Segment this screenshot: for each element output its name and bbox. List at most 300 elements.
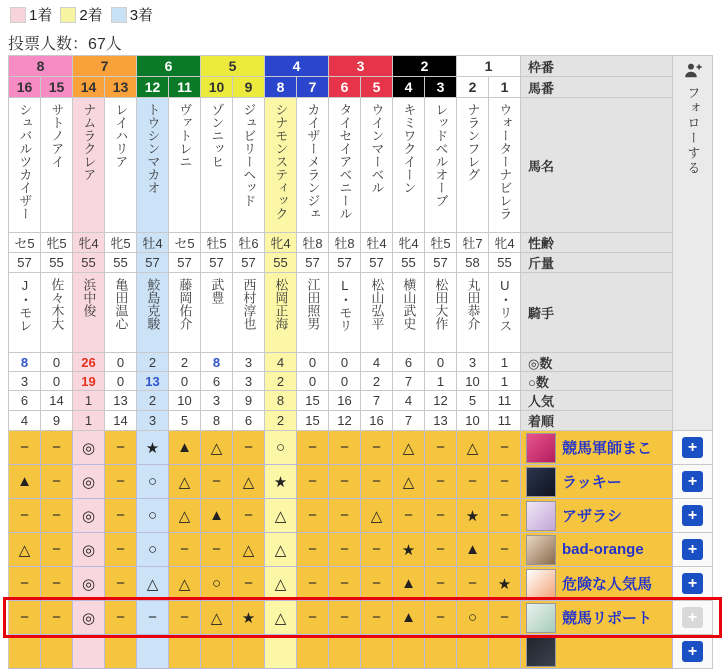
legend-label: 3着: [129, 7, 154, 24]
weight-row-cell: 55: [265, 253, 297, 273]
result-legend: [10, 4, 161, 25]
prediction-mark-cell: −: [425, 567, 457, 601]
prediction-mark-cell: △: [393, 465, 425, 499]
prediction-mark-cell: −: [105, 499, 137, 533]
horse-name-cell[interactable]: [9, 98, 41, 233]
second-count-row-cell: 2: [265, 372, 297, 391]
horse-name: レイハリア: [113, 103, 129, 168]
horse-name: キミワクイーン: [401, 103, 417, 194]
prediction-mark-cell: [425, 635, 457, 669]
sex-age-row-cell: 牡6: [233, 233, 265, 253]
weight-row-cell: 57: [137, 253, 169, 273]
prediction-mark-cell: △: [169, 567, 201, 601]
frame-row: [9, 56, 713, 77]
popularity-row: [9, 391, 713, 411]
prediction-mark-cell: −: [41, 533, 73, 567]
prediction-mark-cell: −: [9, 431, 41, 465]
horse-name-cell[interactable]: [137, 98, 169, 233]
jockey-cell[interactable]: [233, 273, 265, 353]
finish-row-cell: 10: [457, 411, 489, 431]
prediction-mark-cell: △: [233, 465, 265, 499]
weight-row: [9, 253, 713, 273]
jockey-cell[interactable]: [73, 273, 105, 353]
sex-age-row: [9, 233, 713, 253]
popularity-row-cell: 10: [169, 391, 201, 411]
prediction-mark-cell: △: [265, 533, 297, 567]
horse-name: ヴァトレニ: [177, 103, 193, 168]
prediction-mark-cell: ★: [233, 601, 265, 635]
horse-name: ウォーターナビレラ: [497, 103, 513, 220]
user-cell: [521, 635, 673, 669]
prediction-mark-cell: ○: [137, 533, 169, 567]
row-label: 枠番: [521, 56, 673, 77]
finish-row-cell: 13: [425, 411, 457, 431]
row-label: 馬番: [521, 77, 673, 98]
prediction-mark-cell: −: [489, 601, 521, 635]
prediction-mark-cell: △: [233, 533, 265, 567]
prediction-mark-cell: −: [9, 499, 41, 533]
second-count-row-cell: 3: [233, 372, 265, 391]
user-avatar: [526, 603, 556, 633]
popularity-row-cell: 11: [489, 391, 521, 411]
first-count-row-cell: 3: [233, 353, 265, 372]
prediction-mark-cell: −: [41, 567, 73, 601]
first-count-row-cell: 8: [9, 353, 41, 372]
prediction-mark-cell: −: [233, 431, 265, 465]
first-count-row-cell: 0: [329, 353, 361, 372]
legend-item: [10, 4, 52, 25]
horse-name: カイザーメランジェ: [305, 103, 321, 220]
prediction-mark-cell: −: [297, 499, 329, 533]
follow-cell: [673, 601, 713, 635]
second-count-row-cell: 1: [489, 372, 521, 391]
horse-name: シュバルツカイザー: [17, 103, 33, 220]
jockey-name: U・リス: [497, 278, 513, 332]
prediction-mark-cell: △: [169, 465, 201, 499]
finish-row-cell: 15: [297, 411, 329, 431]
row-label: 人気: [521, 391, 673, 411]
second-count-row-cell: 19: [73, 372, 105, 391]
finish-row-cell: 2: [265, 411, 297, 431]
prediction-mark-cell: −: [425, 601, 457, 635]
jockey-cell[interactable]: [393, 273, 425, 353]
row-label: 着順: [521, 411, 673, 431]
prediction-mark-cell: −: [489, 533, 521, 567]
sex-age-row-cell: 牡8: [297, 233, 329, 253]
follow-button[interactable]: +: [682, 539, 703, 560]
horse-number-cell: 1: [489, 77, 521, 98]
prediction-mark-cell: −: [489, 431, 521, 465]
popularity-row-cell: 13: [105, 391, 137, 411]
horse-name-cell[interactable]: [169, 98, 201, 233]
prediction-mark-cell: △: [169, 499, 201, 533]
weight-row-cell: 57: [9, 253, 41, 273]
finish-row-cell: 16: [361, 411, 393, 431]
finish-row-cell: 7: [393, 411, 425, 431]
second-count-row-cell: 13: [137, 372, 169, 391]
first-count-row-cell: 0: [297, 353, 329, 372]
prediction-mark-cell: [361, 635, 393, 669]
prediction-mark-cell: [41, 635, 73, 669]
jockey-cell[interactable]: [329, 273, 361, 353]
weight-row-cell: 55: [41, 253, 73, 273]
horse-name: ナランフレグ: [465, 103, 481, 181]
prediction-mark-cell: −: [105, 431, 137, 465]
jockey-name: 浜中俊: [81, 278, 97, 317]
prediction-mark-cell: △: [201, 431, 233, 465]
first-count-row-cell: 2: [169, 353, 201, 372]
first-count-row-cell: 2: [137, 353, 169, 372]
horse-name: タイセイアベニール: [337, 103, 353, 220]
finish-row: [9, 411, 713, 431]
prediction-mark-cell: −: [297, 431, 329, 465]
sex-age-row-cell: 牝5: [41, 233, 73, 253]
first-count-row-cell: 26: [73, 353, 105, 372]
popularity-row-cell: 12: [425, 391, 457, 411]
prediction-mark-cell: ◎: [73, 431, 105, 465]
prediction-mark-cell: −: [233, 499, 265, 533]
prediction-mark-cell: ○: [137, 499, 169, 533]
finish-row-cell: 6: [233, 411, 265, 431]
user-name-link[interactable]: アザラシ: [562, 508, 623, 525]
prediction-mark-cell: [489, 635, 521, 669]
prediction-mark-cell: −: [9, 601, 41, 635]
jockey-cell[interactable]: [9, 273, 41, 353]
first-count-row: [9, 353, 713, 372]
horse-number-cell: 4: [393, 77, 425, 98]
prediction-mark-cell: −: [9, 567, 41, 601]
horse-number-cell: 6: [329, 77, 361, 98]
sex-age-row-cell: 牝4: [393, 233, 425, 253]
horse-number-cell: 12: [137, 77, 169, 98]
prediction-mark-cell: ★: [489, 567, 521, 601]
jockey-cell[interactable]: [201, 273, 233, 353]
prediction-mark-cell: −: [329, 567, 361, 601]
prediction-mark-cell: [9, 635, 41, 669]
frame-cell: 3: [329, 56, 393, 77]
prediction-mark-cell: [201, 635, 233, 669]
user-avatar: [526, 501, 556, 531]
horse-number-cell: 11: [169, 77, 201, 98]
prediction-mark-cell: −: [297, 567, 329, 601]
horse-number-cell: 8: [265, 77, 297, 98]
finish-row-cell: 8: [201, 411, 233, 431]
popularity-row-cell: 15: [297, 391, 329, 411]
follow-button[interactable]: +: [682, 641, 703, 662]
sex-age-row-cell: 牝4: [489, 233, 521, 253]
weight-row-cell: 57: [361, 253, 393, 273]
frame-cell: 4: [265, 56, 329, 77]
second-count-row-cell: 0: [105, 372, 137, 391]
prediction-mark-cell: −: [41, 499, 73, 533]
frame-cell: 2: [393, 56, 457, 77]
horse-name-cell[interactable]: [489, 98, 521, 233]
second-count-row-cell: 7: [393, 372, 425, 391]
jockey-name: L・モリ: [337, 278, 353, 332]
horse-number-cell: 13: [105, 77, 137, 98]
follow-cell: [673, 533, 713, 567]
legend-item: [111, 4, 153, 25]
horse-number-cell: 2: [457, 77, 489, 98]
jockey-cell[interactable]: [105, 273, 137, 353]
sex-age-row-cell: セ5: [169, 233, 201, 253]
legend-swatch-1: [10, 7, 26, 23]
jockey-name: 松田大作: [433, 278, 449, 330]
user-name-link[interactable]: ラッキー: [562, 474, 622, 491]
voter-count: 投票人数：67人: [8, 36, 122, 53]
prediction-mark-cell: −: [329, 499, 361, 533]
jockey-cell[interactable]: [489, 273, 521, 353]
horse-name: ウインマーベル: [369, 103, 385, 194]
jockey-cell[interactable]: [41, 273, 73, 353]
prediction-mark-cell: △: [137, 567, 169, 601]
first-count-row-cell: 4: [361, 353, 393, 372]
horse-name-cell[interactable]: [41, 98, 73, 233]
second-count-row-cell: 0: [41, 372, 73, 391]
weight-row-cell: 57: [425, 253, 457, 273]
user-cell: [521, 499, 673, 533]
popularity-row-cell: 8: [265, 391, 297, 411]
prediction-mark-cell: −: [297, 465, 329, 499]
horse-number-cell: 5: [361, 77, 393, 98]
prediction-mark-cell: −: [489, 499, 521, 533]
horse-name-cell[interactable]: [361, 98, 393, 233]
prediction-mark-cell: −: [105, 465, 137, 499]
prediction-mark-cell: ◎: [73, 533, 105, 567]
jockey-name: 藤岡佑介: [177, 278, 193, 330]
user-prediction-row: [9, 431, 713, 465]
prediction-mark-cell: ◎: [73, 601, 105, 635]
jockey-name: 武豊: [209, 278, 225, 304]
weight-row-cell: 57: [329, 253, 361, 273]
follow-header[interactable]: [673, 56, 713, 431]
user-cell: [521, 431, 673, 465]
prediction-mark-cell: ★: [137, 431, 169, 465]
jockey-name: 松岡正海: [273, 278, 289, 330]
prediction-mark-cell: −: [489, 465, 521, 499]
votes-table: [8, 55, 713, 669]
follow-header-label: フォローする: [685, 86, 701, 176]
horse-number-cell: 9: [233, 77, 265, 98]
follow-button[interactable]: +: [682, 471, 703, 492]
row-label: 馬名: [521, 98, 673, 233]
prediction-mark-cell: −: [361, 431, 393, 465]
prediction-mark-cell: ★: [457, 499, 489, 533]
horse-number-cell: 10: [201, 77, 233, 98]
first-count-row-cell: 4: [265, 353, 297, 372]
finish-row-cell: 12: [329, 411, 361, 431]
horse-name-cell[interactable]: [329, 98, 361, 233]
finish-row-cell: 3: [137, 411, 169, 431]
finish-row-cell: 4: [9, 411, 41, 431]
prediction-mark-cell: ★: [393, 533, 425, 567]
prediction-mark-cell: −: [425, 431, 457, 465]
second-count-row-cell: 10: [457, 372, 489, 391]
user-avatar: [526, 569, 556, 599]
jockey-name: 佐々木大: [49, 278, 65, 330]
prediction-mark-cell: △: [201, 601, 233, 635]
prediction-mark-cell: [105, 635, 137, 669]
horse-name: サトノアイ: [49, 103, 65, 168]
prediction-mark-cell: ○: [201, 567, 233, 601]
jockey-cell[interactable]: [265, 273, 297, 353]
jockey-cell[interactable]: [361, 273, 393, 353]
horse-name-cell[interactable]: [425, 98, 457, 233]
horse-number-cell: 3: [425, 77, 457, 98]
sex-age-row-cell: 牝4: [73, 233, 105, 253]
row-label: ○数: [521, 372, 673, 391]
jockey-name: 西村淳也: [241, 278, 257, 330]
prediction-mark-cell: [393, 635, 425, 669]
horse-name-cell[interactable]: [233, 98, 265, 233]
first-count-row-cell: 0: [105, 353, 137, 372]
horse-name-cell[interactable]: [393, 98, 425, 233]
popularity-row-cell: 7: [361, 391, 393, 411]
prediction-mark-cell: −: [329, 601, 361, 635]
user-name-link[interactable]: 危険な人気馬: [562, 576, 653, 593]
prediction-mark-cell: [137, 635, 169, 669]
frame-cell: 7: [73, 56, 137, 77]
jockey-cell[interactable]: [425, 273, 457, 353]
weight-row-cell: 58: [457, 253, 489, 273]
legend-label: 1着: [29, 7, 53, 24]
horse-name-cell[interactable]: [297, 98, 329, 233]
jockey-cell[interactable]: [457, 273, 489, 353]
finish-row-cell: 11: [489, 411, 521, 431]
prediction-mark-cell: −: [425, 533, 457, 567]
prediction-mark-cell: −: [169, 601, 201, 635]
prediction-mark-cell: −: [329, 533, 361, 567]
prediction-mark-cell: −: [169, 533, 201, 567]
prediction-mark-cell: △: [9, 533, 41, 567]
weight-row-cell: 57: [297, 253, 329, 273]
jockey-name: 亀田温心: [113, 278, 129, 330]
prediction-mark-cell: ▲: [393, 601, 425, 635]
jockey-cell[interactable]: [169, 273, 201, 353]
prediction-mark-cell: ▲: [9, 465, 41, 499]
horse-name-cell[interactable]: [73, 98, 105, 233]
follow-button[interactable]: +: [682, 505, 703, 526]
popularity-row-cell: 3: [201, 391, 233, 411]
prediction-mark-cell: △: [457, 431, 489, 465]
first-count-row-cell: 3: [457, 353, 489, 372]
prediction-mark-cell: −: [457, 465, 489, 499]
prediction-mark-cell: −: [457, 567, 489, 601]
second-count-row-cell: 2: [361, 372, 393, 391]
prediction-mark-cell: ▲: [169, 431, 201, 465]
user-avatar: [526, 467, 556, 497]
user-prediction-row: [9, 567, 713, 601]
row-label: 騎手: [521, 273, 673, 353]
user-avatar: [526, 637, 556, 667]
user-name-link[interactable]: 競馬軍師まこ: [562, 440, 653, 457]
prediction-mark-cell: △: [265, 567, 297, 601]
user-prediction-row: [9, 465, 713, 499]
prediction-mark-cell: −: [105, 533, 137, 567]
first-count-row-cell: 0: [425, 353, 457, 372]
second-count-row-cell: 0: [329, 372, 361, 391]
second-count-row-cell: 0: [169, 372, 201, 391]
prediction-mark-cell: −: [105, 567, 137, 601]
user-name-link[interactable]: 競馬リポート: [562, 610, 653, 627]
horse-name-cell[interactable]: [457, 98, 489, 233]
prediction-mark-cell: −: [329, 431, 361, 465]
follow-button-disabled: +: [682, 607, 703, 628]
prediction-mark-cell: −: [41, 601, 73, 635]
second-count-row-cell: 6: [201, 372, 233, 391]
horse-name: ゾンニッヒ: [209, 103, 225, 168]
first-count-row-cell: 6: [393, 353, 425, 372]
prediction-mark-cell: ◎: [73, 567, 105, 601]
prediction-mark-cell: ○: [137, 465, 169, 499]
user-cell: [521, 533, 673, 567]
prediction-mark-cell: −: [425, 465, 457, 499]
follow-cell: [673, 431, 713, 465]
sex-age-row-cell: 牡7: [457, 233, 489, 253]
jockey-cell[interactable]: [297, 273, 329, 353]
sex-age-row-cell: 牡5: [425, 233, 457, 253]
frame-cell: 8: [9, 56, 73, 77]
prediction-mark-cell: △: [265, 601, 297, 635]
jockey-name: 鮫島克駿: [145, 278, 161, 330]
sex-age-row-cell: 牝5: [105, 233, 137, 253]
jockey-name: 横山武史: [401, 278, 417, 330]
follow-button[interactable]: +: [682, 573, 703, 594]
prediction-mark-cell: ◎: [73, 465, 105, 499]
prediction-mark-cell: ★: [265, 465, 297, 499]
jockey-name: 丸田恭介: [465, 278, 481, 330]
horse-name-cell[interactable]: [105, 98, 137, 233]
prediction-mark-cell: −: [41, 465, 73, 499]
sex-age-row-cell: 牡8: [329, 233, 361, 253]
follow-button[interactable]: +: [682, 437, 703, 458]
weight-row-cell: 57: [233, 253, 265, 273]
jockey-cell[interactable]: [137, 273, 169, 353]
weight-row-cell: 55: [105, 253, 137, 273]
finish-row-cell: 1: [73, 411, 105, 431]
prediction-mark-cell: ◎: [73, 499, 105, 533]
second-count-row-cell: 0: [297, 372, 329, 391]
horse-name-cell[interactable]: [201, 98, 233, 233]
finish-row-cell: 9: [41, 411, 73, 431]
prediction-mark-cell: −: [361, 567, 393, 601]
prediction-mark-cell: −: [297, 533, 329, 567]
prediction-mark-cell: [457, 635, 489, 669]
first-count-row-cell: 0: [41, 353, 73, 372]
horse-name-cell[interactable]: [265, 98, 297, 233]
finish-row-cell: 14: [105, 411, 137, 431]
prediction-mark-cell: ▲: [201, 499, 233, 533]
prediction-mark-cell: −: [137, 601, 169, 635]
popularity-row-cell: 14: [41, 391, 73, 411]
prediction-mark-cell: −: [105, 601, 137, 635]
user-prediction-row: [9, 635, 713, 669]
weight-row-cell: 55: [489, 253, 521, 273]
second-count-row-cell: 1: [425, 372, 457, 391]
prediction-mark-cell: △: [265, 499, 297, 533]
popularity-row-cell: 1: [73, 391, 105, 411]
prediction-mark-cell: [169, 635, 201, 669]
prediction-mark-cell: −: [361, 533, 393, 567]
prediction-mark-cell: [233, 635, 265, 669]
finish-row-cell: 5: [169, 411, 201, 431]
weight-row-cell: 55: [393, 253, 425, 273]
follow-cell: [673, 499, 713, 533]
prediction-mark-cell: [329, 635, 361, 669]
legend-swatch-2: [60, 7, 76, 23]
user-cell: [521, 601, 673, 635]
user-name-link[interactable]: bad-orange: [562, 541, 644, 558]
